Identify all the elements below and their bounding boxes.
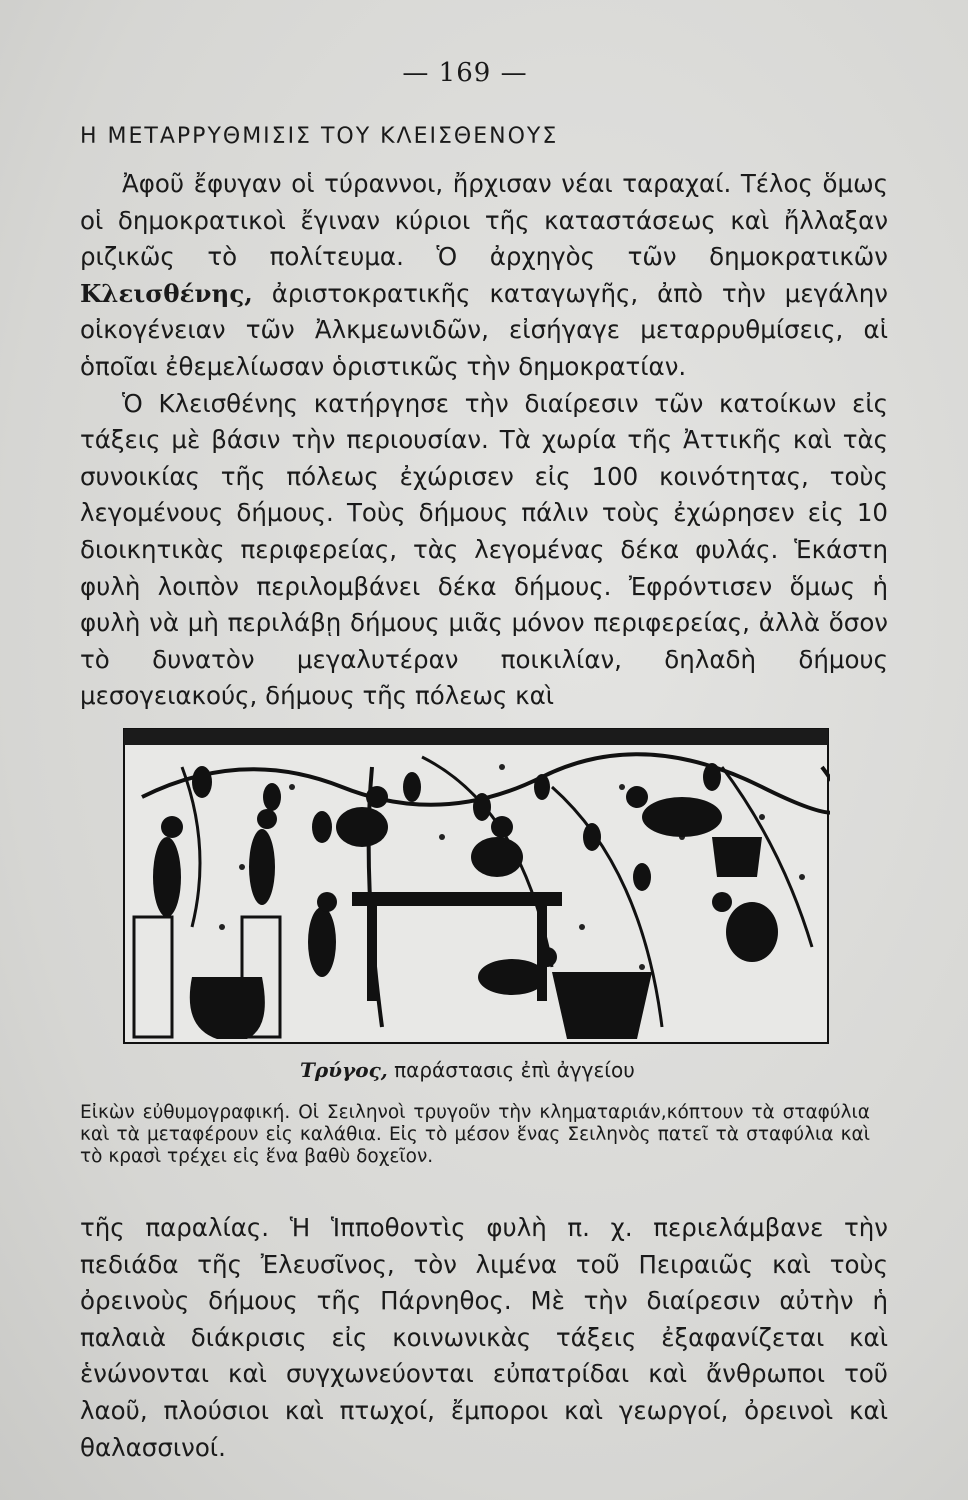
figure-caption: Εἰκὼν εὐθυμογραφική. Οἱ Σειληνοὶ τρυγοῦν τὴν κληματαριάν,κόπτουν τὰ σταφύλια καὶ τὰ μεταφέρουν εἰς καλάθια. Εἰς τὸ μέσον ἕνας Σειληνὸς πατεῖ τὰ σταφύλια καὶ τὸ κρασὶ τρέχει εἰς ἕνα βαθὺ δοχεῖον. bbox=[80, 1102, 870, 1167]
name-kleisthenes: Κλεισθένης, bbox=[80, 278, 253, 308]
figure-title-rest: παράστασις ἐπὶ ἀγγείου bbox=[387, 1058, 635, 1082]
paragraph-1-end: ἀριστοκρατικῆς καταγωγῆς, ἀπὸ τὴν μεγάλην οἰκογένειαν τῶν Ἀλκμεωνιδῶν, εἰσήγαγε μεταρρυθμίσεις, αἱ ὁποῖαι ἐθεμελίωσαν ὁριστικῶς τὴν δημοκρατίαν. bbox=[80, 278, 888, 381]
chapter-title: Η ΜΕΤΑΡΡΥΘΜΙΣΙΣ ΤΟΥ ΚΛΕΙΣΘΕΝΟΥΣ bbox=[80, 124, 559, 149]
page-number: — 169 — bbox=[402, 58, 528, 88]
text-block-top bbox=[80, 166, 888, 715]
paragraph-1 bbox=[80, 166, 888, 386]
grape-harvest-vase-drawing bbox=[122, 727, 830, 1045]
paragraph-3: τῆς παραλίας. Ἡ Ἱπποθοντὶς φυλὴ π. χ. περιελάμβανε τὴν πεδιάδα τῆς Ἐλευσῖνος, τὸν λιμένα τοῦ Πειραιῶς καὶ τοὺς ὀρεινοὺς δήμους τῆς Πάρνηθος. Μὲ τὴν διαίρεσιν αὐτὴν ἡ παλαιὰ διάκρισις εἰς κοινωνικὰς τάξεις ἐξαφανίζεται καὶ ἑνώνονται καὶ συγχωνεύονται εὐπατρίδαι καὶ ἄνθρωποι τοῦ λαοῦ, πλούσιοι καὶ πτωχοί, ἔμποροι καὶ γεωργοί, ὀρεινοὶ καὶ θαλασσινοί. bbox=[80, 1213, 888, 1462]
figure-title-italic: Τρύγος, bbox=[300, 1058, 388, 1082]
vase-painting-illustration bbox=[122, 727, 830, 1045]
text-block-bottom bbox=[80, 1210, 888, 1466]
figure-title bbox=[300, 1058, 635, 1082]
paragraph-1-start: Ἀφοῦ ἔφυγαν οἱ τύραννοι, ἤρχισαν νέαι ταραχαί. Τέλος ὅμως οἱ δημοκρατικοὶ ἔγιναν κύριοι τῆς καταστάσεως καὶ ἤλλαξαν ριζικῶς τὸ πολίτευμα. Ὁ ἀρχηγὸς τῶν δημοκρατικῶν bbox=[80, 169, 888, 272]
paragraph-2: Ὁ Κλεισθένης κατήργησε τὴν διαίρεσιν τῶν κατοίκων εἰς τάξεις μὲ βάσιν τὴν περιουσίαν. Τὰ χωρία τῆς Ἀττικῆς καὶ τὰς συνοικίας τῆς πόλεως ἐχώρισεν εἰς 100 κοινότητας, τοὺς λεγομένους δήμους. Τοὺς δήμους πάλιν τοὺς ἐχώρησεν εἰς 10 διοικητικὰς περιφερείας, τὰς λεγομένας δέκα φυλάς. Ἑκάστη φυλὴ λοιπὸν περιλομβάνει δέκα δήμους. Ἐφρόντισεν ὅμως ἡ φυλὴ νὰ μὴ περιλάβῃ δήμους μιᾶς μόνον περιφερείας, ἀλλὰ ὅσον τὸ δυνατὸν μεγαλυτέραν ποικιλίαν, δηλαδὴ δήμους μεσογειακούς, δήμους τῆς πόλεως καὶ bbox=[80, 388, 888, 711]
